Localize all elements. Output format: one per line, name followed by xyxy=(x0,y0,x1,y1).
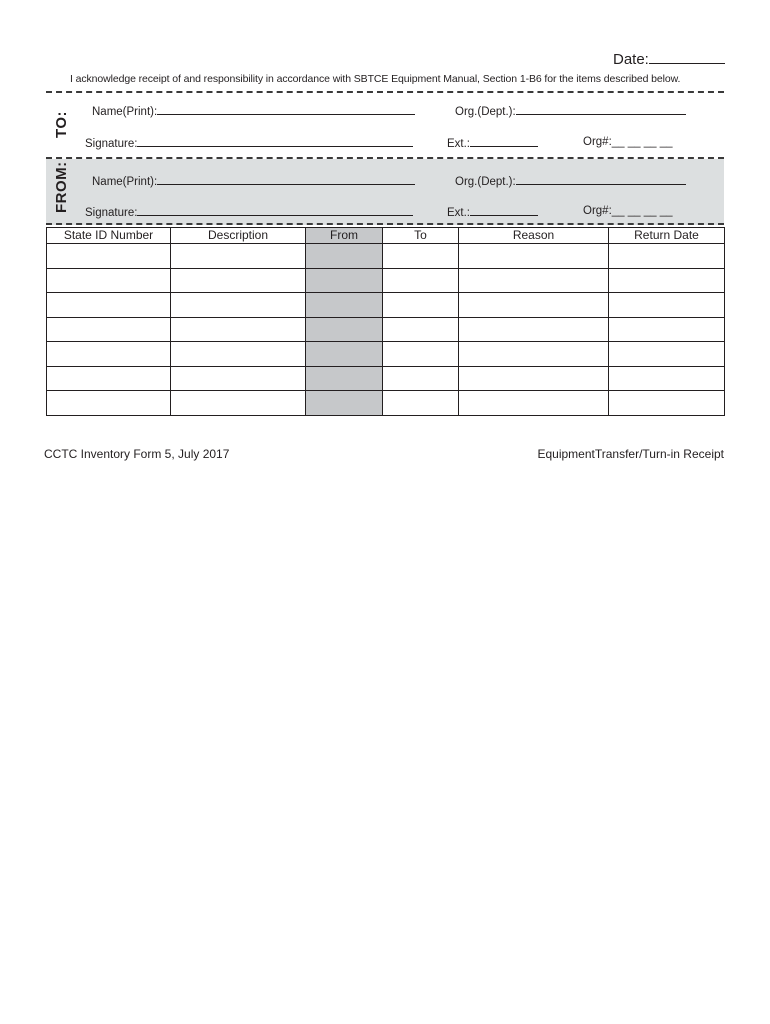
to-org-dept-label: Org.(Dept.): xyxy=(455,106,516,118)
from-cell[interactable] xyxy=(306,342,383,367)
table-row xyxy=(47,244,725,269)
state-id-cell[interactable] xyxy=(47,244,171,269)
acknowledgement-text: I acknowledge receipt of and responsibility in accordance with SBTCE Equipment Manual, Section 1-B6 for the items described below. xyxy=(70,73,681,85)
column-header-description: Description xyxy=(171,228,306,244)
table-row xyxy=(47,366,725,391)
description-cell[interactable] xyxy=(171,293,306,318)
description-cell[interactable] xyxy=(171,366,306,391)
to-signature-blank[interactable] xyxy=(137,136,413,147)
from-org-dept-label: Org.(Dept.): xyxy=(455,176,516,188)
state-id-cell[interactable] xyxy=(47,391,171,416)
from-org-dept-blank[interactable] xyxy=(516,174,686,185)
date-label: Date: xyxy=(613,51,649,68)
description-cell[interactable] xyxy=(171,317,306,342)
date-field[interactable] xyxy=(613,50,725,68)
reason-cell[interactable] xyxy=(459,391,609,416)
description-cell[interactable] xyxy=(171,342,306,367)
to-name-label: Name(Print): xyxy=(92,106,158,118)
to-org-number-blanks[interactable]: __ __ __ __ xyxy=(611,136,673,148)
form-title-footer: EquipmentTransfer/Turn-in Receipt xyxy=(537,447,724,461)
from-cell[interactable] xyxy=(306,244,383,269)
return-date-cell[interactable] xyxy=(609,391,725,416)
return-date-cell[interactable] xyxy=(609,268,725,293)
state-id-cell[interactable] xyxy=(47,342,171,367)
to-org-number-field[interactable] xyxy=(583,136,673,148)
to-signature-label: Signature: xyxy=(85,138,138,150)
from-org-number-label: Org#: xyxy=(583,205,612,217)
to-org-number-label: Org#: xyxy=(583,136,612,148)
from-org-number-blanks[interactable]: __ __ __ __ xyxy=(611,205,673,217)
reason-cell[interactable] xyxy=(459,317,609,342)
to-cell[interactable] xyxy=(383,366,459,391)
return-date-cell[interactable] xyxy=(609,366,725,391)
from-signature-blank[interactable] xyxy=(137,205,413,216)
to-cell[interactable] xyxy=(383,342,459,367)
from-name-label: Name(Print): xyxy=(92,176,158,188)
form-id-footer: CCTC Inventory Form 5, July 2017 xyxy=(44,447,230,461)
from-name-field[interactable] xyxy=(92,174,415,188)
column-header-from: From xyxy=(306,228,383,244)
description-cell[interactable] xyxy=(171,268,306,293)
column-header-reason: Reason xyxy=(459,228,609,244)
table-row xyxy=(47,342,725,367)
return-date-cell[interactable] xyxy=(609,293,725,318)
return-date-cell[interactable] xyxy=(609,342,725,367)
from-ext-blank[interactable] xyxy=(470,205,538,216)
table-row xyxy=(47,268,725,293)
from-ext-label: Ext.: xyxy=(447,207,471,219)
to-cell[interactable] xyxy=(383,317,459,342)
column-header-return-date: Return Date xyxy=(609,228,725,244)
date-blank[interactable] xyxy=(649,50,725,64)
to-section-label: TO: xyxy=(53,110,70,138)
from-signature-label: Signature: xyxy=(85,207,138,219)
table-row xyxy=(47,391,725,416)
to-name-blank[interactable] xyxy=(157,104,415,115)
from-cell[interactable] xyxy=(306,391,383,416)
reason-cell[interactable] xyxy=(459,366,609,391)
from-cell[interactable] xyxy=(306,268,383,293)
to-org-dept-field[interactable] xyxy=(455,104,686,118)
state-id-cell[interactable] xyxy=(47,293,171,318)
from-org-number-field[interactable] xyxy=(583,205,673,217)
top-dashed-divider xyxy=(46,91,724,93)
return-date-cell[interactable] xyxy=(609,244,725,269)
to-ext-field[interactable] xyxy=(447,136,538,150)
from-cell[interactable] xyxy=(306,317,383,342)
to-cell[interactable] xyxy=(383,391,459,416)
from-name-blank[interactable] xyxy=(157,174,415,185)
state-id-cell[interactable] xyxy=(47,317,171,342)
column-header-to: To xyxy=(383,228,459,244)
reason-cell[interactable] xyxy=(459,342,609,367)
to-cell[interactable] xyxy=(383,268,459,293)
description-cell[interactable] xyxy=(171,391,306,416)
reason-cell[interactable] xyxy=(459,293,609,318)
from-org-dept-field[interactable] xyxy=(455,174,686,188)
from-signature-field[interactable] xyxy=(85,205,413,219)
state-id-cell[interactable] xyxy=(47,366,171,391)
from-ext-field[interactable] xyxy=(447,205,538,219)
to-cell[interactable] xyxy=(383,293,459,318)
table-row xyxy=(47,317,725,342)
items-table xyxy=(46,227,725,416)
column-header-state-id: State ID Number xyxy=(47,228,171,244)
from-section-label: FROM: xyxy=(53,161,70,213)
to-cell[interactable] xyxy=(383,244,459,269)
description-cell[interactable] xyxy=(171,244,306,269)
to-org-dept-blank[interactable] xyxy=(516,104,686,115)
to-ext-label: Ext.: xyxy=(447,138,471,150)
return-date-cell[interactable] xyxy=(609,317,725,342)
from-cell[interactable] xyxy=(306,366,383,391)
table-header-row xyxy=(47,228,725,244)
state-id-cell[interactable] xyxy=(47,268,171,293)
bottom-dashed-divider xyxy=(46,223,724,225)
reason-cell[interactable] xyxy=(459,268,609,293)
to-name-field[interactable] xyxy=(92,104,415,118)
to-signature-field[interactable] xyxy=(85,136,413,150)
reason-cell[interactable] xyxy=(459,244,609,269)
from-cell[interactable] xyxy=(306,293,383,318)
to-ext-blank[interactable] xyxy=(470,136,538,147)
table-row xyxy=(47,293,725,318)
